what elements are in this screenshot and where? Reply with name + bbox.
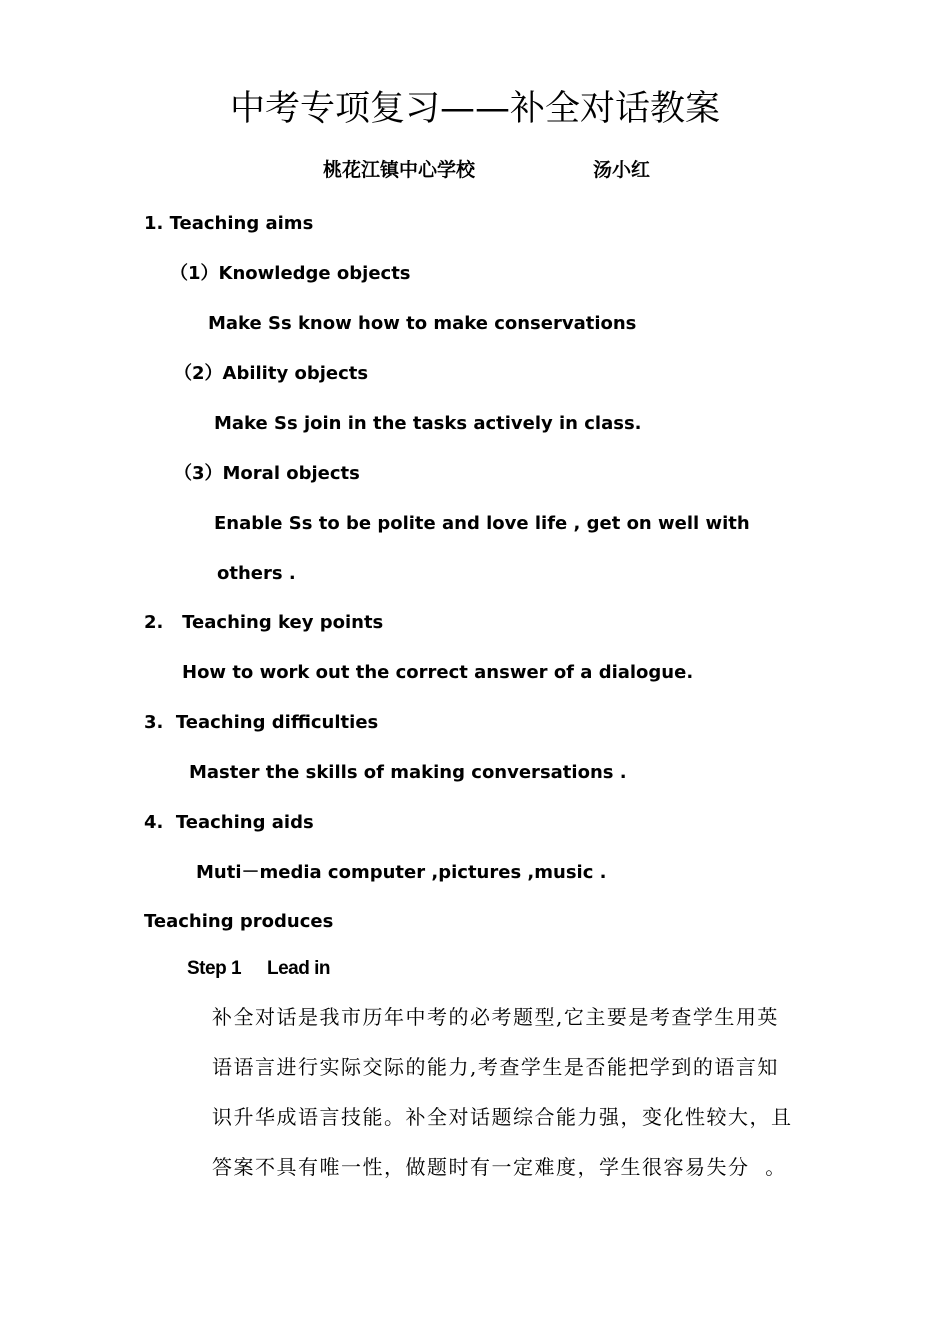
section-teaching-aims: 1. Teaching aims — [144, 213, 314, 234]
section-teaching-key-points: 2. Teaching key points — [144, 612, 384, 633]
section-teaching-produces: Teaching produces — [144, 911, 334, 932]
step1-label: Step 1 — [187, 958, 242, 979]
subsection-knowledge-objects: （1）Knowledge objects — [170, 263, 411, 284]
author-name: 汤小红 — [593, 159, 651, 181]
lead-in-paragraph-line2: 语语言进行实际交际的能力,考查学生是否能把学到的语言知 — [212, 1055, 779, 1079]
section-teaching-difficulties: 3. Teaching difficulties — [144, 712, 379, 733]
teaching-aids-text: Muti－media computer ,pictures ,music . — [196, 862, 607, 883]
lead-in-paragraph-line3: 识升华成语言技能。补全对话题综合能力强，变化性较大，且 — [212, 1105, 793, 1129]
lead-in-paragraph-line4: 答案不具有唯一性，做题时有一定难度，学生很容易失分 。 — [212, 1155, 787, 1179]
lead-in-paragraph-line1: 补全对话是我市历年中考的必考题型,它主要是考查学生用英 — [212, 1005, 779, 1029]
moral-objects-text-line2: others . — [217, 563, 296, 584]
knowledge-objects-text: Make Ss know how to make conservations — [208, 313, 637, 334]
difficulties-text: Master the skills of making conversations . — [189, 762, 627, 783]
school-name: 桃花江镇中心学校 — [323, 159, 476, 181]
section-teaching-aids: 4. Teaching aids — [144, 812, 314, 833]
key-points-text: How to work out the correct answer of a dialogue. — [182, 662, 694, 683]
step1-title: Lead in — [267, 958, 331, 979]
subsection-ability-objects: （2）Ability objects — [174, 363, 369, 384]
document-title: 中考专项复习——补全对话教案 — [229, 89, 720, 129]
ability-objects-text: Make Ss join in the tasks actively in class. — [214, 413, 642, 434]
subsection-moral-objects: （3）Moral objects — [174, 463, 360, 484]
moral-objects-text-line1: Enable Ss to be polite and love life , get on well with — [214, 513, 750, 534]
